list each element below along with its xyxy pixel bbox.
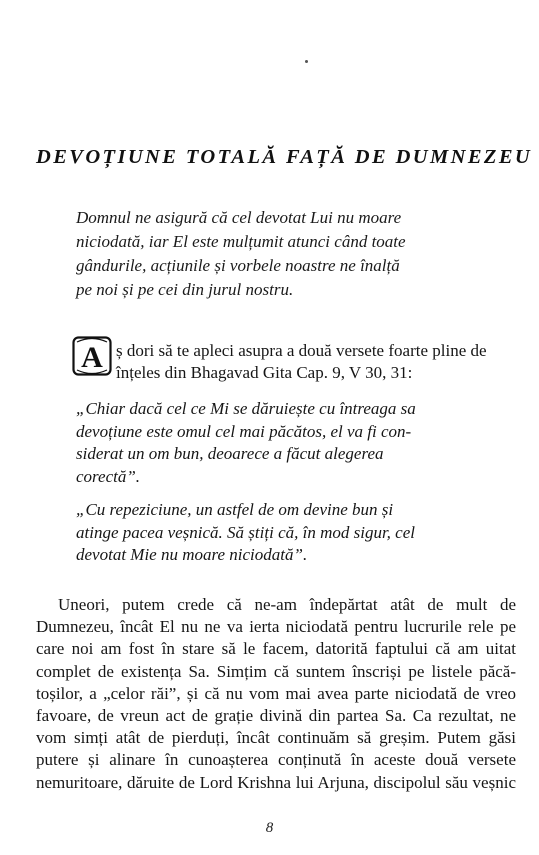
body-paragraph (36, 594, 516, 794)
body-line: care noi am fost în stare să le facem, datorită faptului că am uitat (36, 639, 516, 659)
intro-line: pe noi și pe cei din jurul nostru. (76, 280, 294, 299)
body-line: putere și alinare în cunoașterea conținută în aceste două versete (36, 750, 516, 770)
ink-speck (305, 60, 308, 63)
chapter-title: DEVOȚIUNE TOTALĂ FAȚĂ DE DUMNEZEU (36, 146, 533, 168)
quote-line: siderat un om bun, deoarece a făcut alegerea (76, 444, 384, 463)
lead-line: înțeles din Bhagavad Gita Cap. 9, V 30, 31: (116, 363, 413, 382)
intro-line: niciodată, iar El este mulțumit atunci când toate (76, 232, 406, 251)
quote-line: devoțiune este omul cel mai păcătos, el va fi con- (76, 421, 412, 441)
quote-line: „Cu repeziciune, un astfel de om devine bun și (76, 500, 394, 519)
body-line: toșilor, a „celor răi”, și că nu vom mai avea parte niciodată de vreo (36, 683, 516, 703)
body-line: favoare, de vreun act de grație divină din partea Sa. Ca rezultat, ne (36, 706, 516, 726)
lead-line: ș dori să te apleci asupra a două versete foarte pline de (116, 341, 487, 360)
verse-quote-30 (76, 398, 516, 488)
body-line: nemuritoare, dăruite de Lord Krishna lui Arjuna, discipolul său veșnic (36, 772, 516, 792)
quote-line: „Chiar dacă cel ce Mi se dăruiește cu întreaga sa (76, 399, 416, 418)
quote-line: devotat Mie nu moare niciodată”. (76, 545, 308, 564)
verse-quote-31 (76, 499, 516, 567)
intro-line: Domnul ne asigură că cel devotat Lui nu moare (76, 208, 402, 227)
intro-line: gândurile, acțiunile și vorbele noastre ne înalță (76, 256, 400, 275)
lead-paragraph (116, 340, 526, 384)
quote-line: atinge pacea veșnică. Să știți că, în mod sigur, cel (76, 522, 415, 542)
intro-paragraph (76, 206, 476, 302)
dropcap-ornament (72, 336, 112, 376)
page-number: 8 (265, 820, 274, 836)
body-line: Uneori, putem crede că ne-am îndepărtat atât de mult de (58, 595, 516, 614)
dropcap-letter: A (81, 341, 103, 374)
body-line: vom simți atât de pierduți, încât continuăm să greșim. Putem găsi (36, 728, 516, 748)
quote-line: corectă”. (76, 466, 141, 486)
body-line: Dumnezeu, încât El nu ne va ierta niciodată pentru lucrurile rele pe (36, 617, 516, 637)
body-line: complet de existența Sa. Simțim că suntem înscriși pe listele păcă- (36, 661, 516, 681)
